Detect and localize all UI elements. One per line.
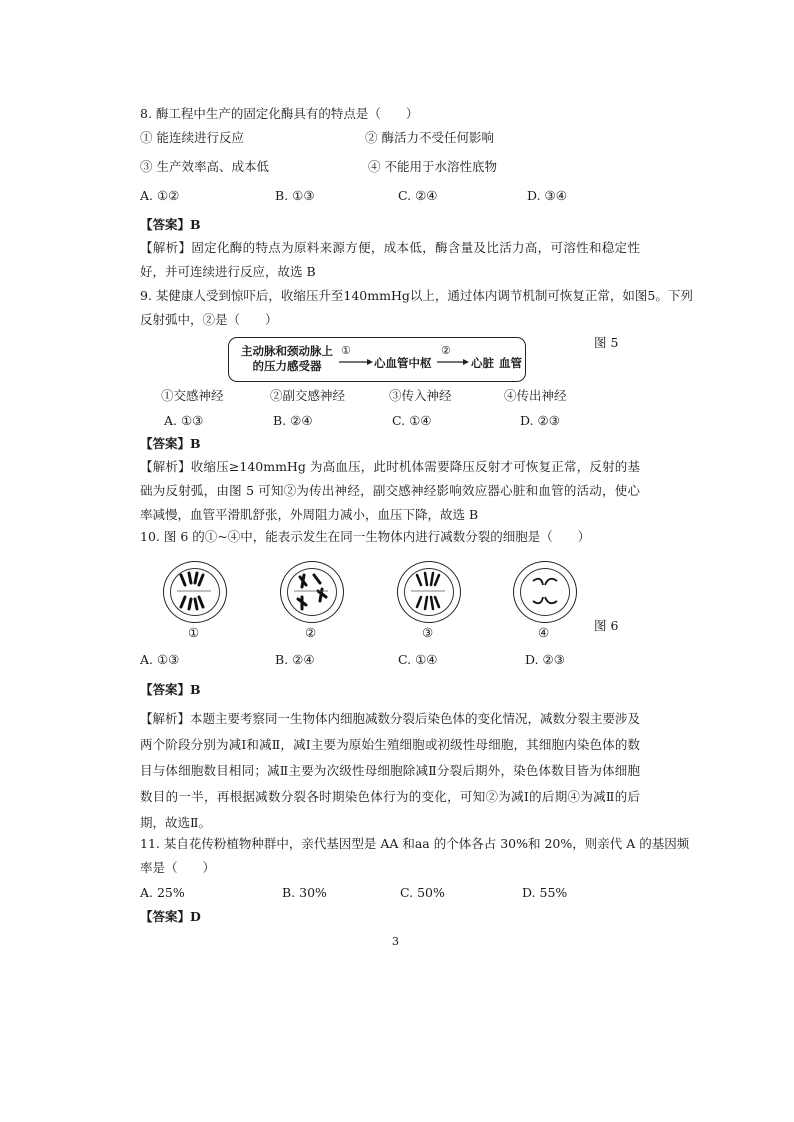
q8-option-4: ④ 不能用于水溶性底物 (368, 159, 497, 174)
q9-choice-d: D. ②③ (520, 413, 560, 428)
diagram-receptor-line1: 主动脉和颈动脉上 (241, 344, 333, 358)
q10-stem: 10. 图 6 的①~④中，能表示发生在同一生物体内进行减数分裂的细胞是（ ） (140, 529, 591, 544)
diagram-target-vessel: 血管 (499, 356, 522, 370)
q8-choice-c: C. ②④ (398, 188, 438, 203)
q11-stem-line2: 率是（ ） (140, 860, 216, 875)
q8-choice-a: A. ①② (140, 188, 180, 203)
q9-choice-c: C. ①④ (392, 413, 432, 428)
q11-choice-a: A. 25% (140, 885, 185, 900)
cell-2-chromosomes (280, 561, 342, 621)
figure-5-label: 图 5 (594, 335, 619, 350)
figure-5-reflex-diagram (228, 337, 526, 382)
q8-analysis: 【解析】固定化酶的特点为原料来源方便，成本低，酶含量及比活力高，可溶性和稳定性好，并可连续进行反应，故选 B (140, 240, 640, 279)
diagram-receptor-line2: 的压力感受器 (252, 359, 322, 373)
q10-choice-d: D. ②③ (525, 652, 565, 667)
q11-choice-c: C. 50% (400, 885, 445, 900)
q8-option-3: ③ 生产效率高、成本低 (140, 159, 269, 174)
q9-choice-b: B. ②④ (273, 413, 313, 428)
q8-option-2: ② 酶活力不受任何影响 (365, 130, 494, 145)
diagram-arrow1-label: ① (341, 344, 351, 357)
q9-stem-line2: 反射弧中，②是（ ） (140, 312, 278, 327)
q9-choice-a: A. ①③ (164, 413, 204, 428)
q8-choice-b: B. ①③ (275, 188, 315, 203)
q8-option-1: ① 能连续进行反应 (140, 130, 244, 145)
q9-item-1: ①交感神经 (161, 388, 224, 403)
cell-1-label: ① (188, 625, 200, 640)
q11-stem-line1: 11. 某自花传粉植物种群中，亲代基因型是 AA 和aa 的个体各占 30%和 20%，则亲代 A 的基因频 (140, 836, 690, 851)
q11-answer: 【答案】D (140, 909, 201, 924)
cell-3-label: ③ (422, 625, 434, 640)
q10-analysis: 【解析】本题主要考察同一生物体内细胞减数分裂后染色体的变化情况，减数分裂主要涉及两个阶段分别为减Ⅰ和减Ⅱ，减Ⅰ主要为原始生殖细胞或初级性母细胞，其细胞内染色体的数目与体细胞数目相同；减Ⅱ主要为次级性母细胞除减Ⅱ分裂后期外，染色体数目皆为体细胞数目的一半，再根据减数分裂各时期染色体行为的变化，可知②为减Ⅰ的后期④为减Ⅱ的后期，故选Ⅱ。 (140, 711, 641, 830)
q10-choice-b: B. ②④ (275, 652, 315, 667)
cell-1-chromosomes (163, 561, 225, 621)
q9-item-4: ④传出神经 (504, 388, 567, 403)
diagram-target-heart: 心脏 (471, 356, 494, 370)
q9-answer: 【答案】B (140, 436, 201, 451)
cell-4-chromosomes (513, 561, 575, 621)
diagram-center: 心血管中枢 (374, 356, 432, 370)
q8-choice-d: D. ③④ (527, 188, 567, 203)
q9-analysis: 【解析】收缩压≥140mmHg 为高血压，此时机体需要降压反射才可恢复正常，反射的基础为反射弧，由图 5 可知②为传出神经，副交感神经影响效应器心脏和血管的活动，使心率减慢，血管平滑肌舒张，外周阻力减小，血压下降，故选 B (140, 459, 640, 522)
q10-choice-a: A. ①③ (140, 652, 180, 667)
cell-3-chromosomes (397, 561, 459, 621)
q10-choice-c: C. ①④ (398, 652, 438, 667)
q11-choice-b: B. 30% (282, 885, 327, 900)
q9-item-3: ③传入神经 (389, 388, 452, 403)
q8-stem: 8. 酶工程中生产的固定化酶具有的特点是（ ） (140, 106, 419, 121)
diagram-arrow2-label: ② (441, 344, 451, 357)
q8-answer: 【答案】B (140, 217, 201, 232)
q11-choice-d: D. 55% (522, 885, 568, 900)
q9-stem-line1: 9. 某健康人受到惊吓后，收缩压升至140mmHg以上，通过体内调节机制可恢复正常，如图5。下列 (140, 288, 693, 303)
cell-4-label: ④ (538, 625, 550, 640)
q9-item-2: ②副交感神经 (270, 388, 346, 403)
page-number: 3 (392, 935, 399, 948)
figure-6-label: 图 6 (594, 618, 619, 633)
q10-answer: 【答案】B (140, 682, 201, 697)
cell-2-label: ② (305, 625, 317, 640)
